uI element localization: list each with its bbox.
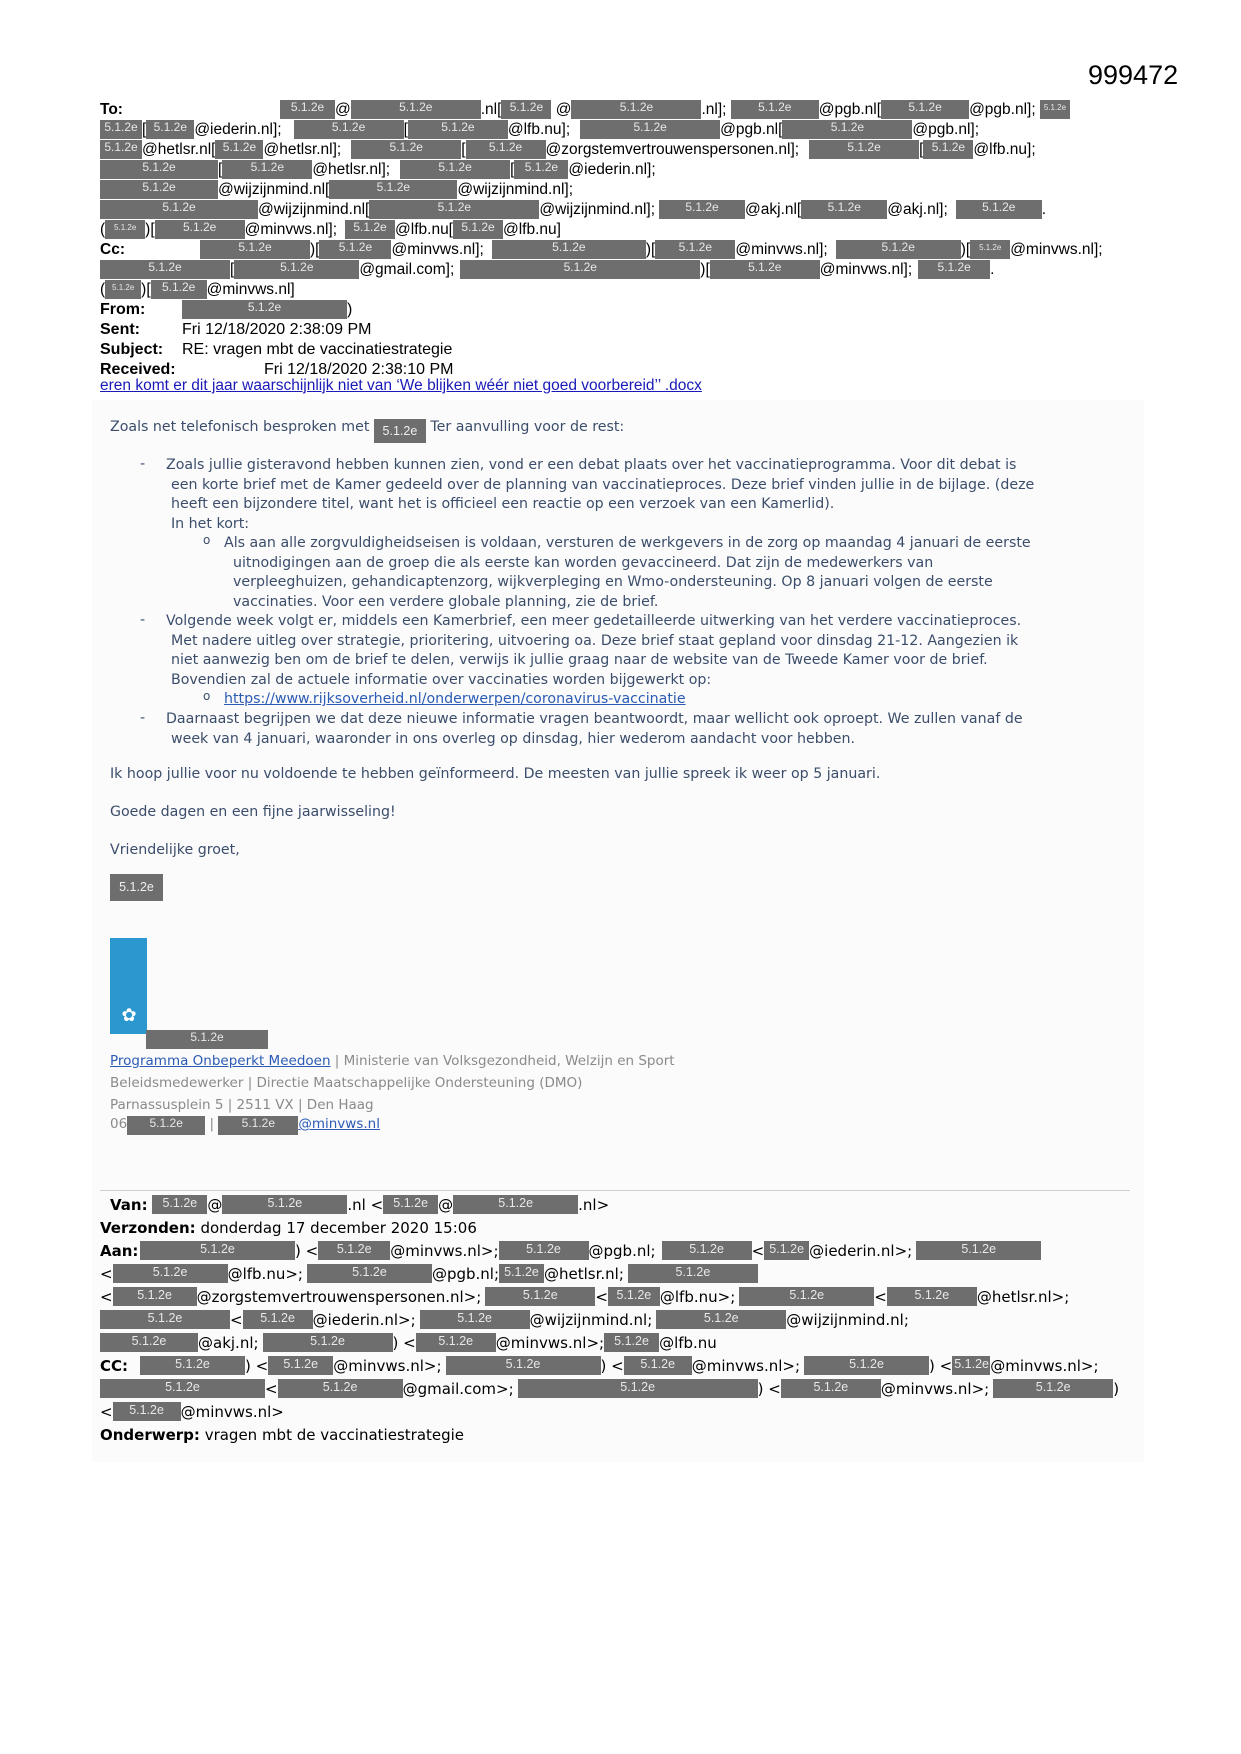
redaction: 5.1.2e — [218, 1116, 298, 1135]
attachment-link[interactable]: eren komt er dit jaar waarschijnlijk niet van ‘We blijken wéér niet goed voorbereid’’ .docx — [100, 377, 702, 394]
redaction: 5.1.2e — [182, 300, 347, 319]
item-2-line: Volgende week volgt er, middels een Kamerbrief, een meer gedetailleerde uitwerking van het verdere vaccinatieproces. — [166, 613, 1022, 629]
bullet-dash: - — [140, 456, 146, 472]
from-row: From: 5.1.2e ) — [100, 300, 353, 318]
redaction: 5.1.2e — [222, 160, 312, 179]
redaction: 5.1.2e — [152, 1195, 207, 1214]
item-2-line: Bovendien zal de actuele informatie over vaccinaties worden bijgewerkt op: — [171, 671, 712, 688]
redaction: 5.1.2e — [881, 100, 969, 119]
document-number: 999472 — [1088, 60, 1179, 90]
item-3-line: Daarnaast begrijpen we dat deze nieuwe informatie vragen beantwoordt, maar wellicht ook oproept. We zullen vanaf de — [166, 711, 1023, 727]
redaction: 5.1.2e — [222, 1195, 347, 1214]
greeting: Vriendelijke groet, — [110, 842, 240, 858]
signature-contact: 06 5.1.2e | 5.1.2e @minvws.nl — [110, 1116, 380, 1135]
redaction: 5.1.2e — [351, 140, 461, 159]
redaction: 5.1.2e — [801, 200, 887, 219]
redaction: 5.1.2e — [460, 260, 700, 279]
redaction: 5.1.2e — [453, 220, 503, 239]
redaction: 5.1.2e — [956, 200, 1042, 219]
redaction: 5.1.2e — [100, 200, 258, 219]
redaction: 5.1.2e — [659, 200, 745, 219]
subject-label: Subject: — [100, 341, 164, 358]
redaction: 5.1.2e — [466, 140, 546, 159]
item-2-line: Met nadere uitleg over strategie, prioritering, uitvoering oa. Deze brief staat gepland voor dinsdag 21-12. Aangezien ik — [171, 632, 1019, 649]
redaction: 5.1.2e — [499, 1264, 544, 1283]
bullet-circle: o — [203, 689, 211, 703]
item-2-link-row — [224, 690, 686, 710]
redaction: 5.1.2e — [369, 200, 539, 219]
received-label: Received: — [100, 361, 176, 378]
verzonden-label: Verzonden: — [100, 1219, 196, 1237]
redaction: 5.1.2e — [656, 1310, 786, 1329]
redaction: 5.1.2e — [400, 160, 510, 179]
redaction: 5.1.2e — [453, 1195, 578, 1214]
redaction: 5.1.2e — [804, 1356, 929, 1375]
ministry-text: | Ministerie van Volksgezondheid, Welzijn en Sport — [330, 1053, 675, 1069]
redaction: 5.1.2e — [243, 1310, 313, 1329]
redaction: 5.1.2e — [993, 1379, 1113, 1398]
redaction: 5.1.2e — [155, 220, 245, 239]
intro-text: Zoals net telefonisch besproken met — [110, 419, 370, 435]
aan-label: Aan: — [100, 1242, 139, 1260]
redaction: 5.1.2e — [501, 100, 551, 119]
closing-line-2: Goede dagen en een fijne jaarwisseling! — [110, 804, 396, 820]
closing-line-1: Ik hoop jullie voor nu voldoende te hebben geïnformeerd. De meesten van jullie spreek ik weer op 5 januari. — [110, 766, 881, 782]
sent-row — [100, 320, 371, 340]
redaction: 5.1.2e — [307, 1264, 432, 1283]
rijksoverheid-link[interactable]: https://www.rijksoverheid.nl/onderwerpen/coronavirus-vaccinatie — [224, 691, 686, 707]
redaction: 5.1.2e — [408, 120, 508, 139]
redaction: 5.1.2e — [764, 1241, 809, 1260]
redaction: 5.1.2e — [113, 1287, 197, 1306]
cc-label: CC: — [100, 1357, 129, 1375]
received-value: Fri 12/18/2020 2:38:10 PM — [264, 361, 454, 378]
bullet-dash: - — [140, 710, 146, 726]
redaction: 5.1.2e — [782, 120, 912, 139]
from-label: From: — [100, 301, 146, 318]
redaction: 5.1.2e — [100, 160, 218, 179]
redaction: 5.1.2e — [916, 1241, 1041, 1260]
redaction: 5.1.2e — [146, 1030, 268, 1049]
redaction: 5.1.2e — [604, 1333, 659, 1352]
redaction: 5.1.2e — [809, 140, 919, 159]
redaction: 5.1.2e — [100, 1333, 198, 1352]
redaction: 5.1.2e — [446, 1356, 601, 1375]
sent-value: Fri 12/18/2020 2:38:09 PM — [182, 321, 372, 338]
redaction: 5.1.2e — [383, 1195, 438, 1214]
redaction: 5.1.2e — [113, 1264, 228, 1283]
item-1-sub-line: Als aan alle zorgvuldigheidseisen is voldaan, versturen de werkgevers in de zorg op maandag 4 januari de eerste — [224, 535, 1031, 551]
sent-label: Sent: — [100, 321, 140, 338]
item-3-line: week van 4 januari, waaronder in ons overleg op dinsdag, hier wederom aandacht voor hebben. — [171, 730, 855, 747]
redaction: 5.1.2e — [739, 1287, 874, 1306]
redaction: 5.1.2e — [113, 1402, 181, 1421]
redaction: 5.1.2e — [952, 1356, 990, 1375]
redaction: 5.1.2e — [140, 1356, 245, 1375]
redaction: 5.1.2e — [100, 180, 218, 199]
redaction: 5.1.2e — [146, 120, 194, 139]
redaction: 5.1.2e — [580, 120, 720, 139]
redaction: 5.1.2e — [105, 220, 145, 239]
redaction: 5.1.2e — [268, 1356, 333, 1375]
onderwerp-value: vragen mbt de vaccinatiestrategie — [204, 1426, 465, 1444]
signature-role: Beleidsmedewerker | Directie Maatschappelijke Ondersteuning (DMO) — [110, 1075, 583, 1091]
redaction: 5.1.2e — [100, 1379, 265, 1398]
redaction: 5.1.2e — [294, 120, 404, 139]
redaction: 5.1.2e — [492, 240, 646, 259]
redaction: 5.1.2e — [100, 120, 142, 139]
redaction: 5.1.2e — [514, 160, 568, 179]
signature-address: Parnassusplein 5 | 2511 VX | Den Haag — [110, 1097, 374, 1113]
redaction: 5.1.2e — [234, 260, 359, 279]
item-1-line: heeft een bijzondere titel, want het is officieel een reactie op een verzoek van een Kamerlid). — [171, 496, 835, 513]
redaction: 5.1.2e — [571, 100, 701, 119]
redaction: 5.1.2e — [319, 240, 391, 259]
redaction: 5.1.2e — [105, 280, 141, 299]
program-link[interactable]: Programma Onbeperkt Meedoen — [110, 1053, 331, 1069]
redaction: 5.1.2e — [608, 1287, 660, 1306]
bullet-dash: - — [140, 612, 146, 628]
item-1-line: In het kort: — [171, 515, 250, 532]
van-label: Van: — [110, 1196, 148, 1214]
redaction: 5.1.2e — [100, 140, 142, 159]
redaction: 5.1.2e — [710, 260, 820, 279]
rijksoverheid-logo — [110, 938, 147, 1034]
redaction: 5.1.2e — [110, 874, 163, 901]
onderwerp-label: Onderwerp: — [100, 1426, 200, 1444]
intro-text-after: Ter aanvulling voor de rest: — [430, 419, 625, 435]
redaction: 5.1.2e — [628, 1264, 758, 1283]
redaction: 5.1.2e — [655, 240, 735, 259]
redaction: 5.1.2e — [887, 1287, 977, 1306]
separator-line — [100, 1190, 1130, 1191]
sender-name-row — [110, 874, 163, 901]
redaction: 5.1.2e — [127, 1116, 205, 1135]
redaction: 5.1.2e — [329, 180, 457, 199]
item-1-line: Zoals jullie gisteravond hebben kunnen zien, vond er een debat plaats over het vaccinatieprogramma. Voor dit debat is — [166, 457, 1017, 473]
redaction: 5.1.2e — [140, 1241, 295, 1260]
verzonden-value: donderdag 17 december 2020 15:06 — [200, 1219, 477, 1237]
redaction: 5.1.2e — [100, 260, 230, 279]
to-label: To: — [100, 101, 123, 118]
redaction: 5.1.2e — [278, 1379, 403, 1398]
redaction: 5.1.2e — [518, 1379, 758, 1398]
redaction: 5.1.2e — [731, 100, 819, 119]
redaction: 5.1.2e — [263, 1333, 393, 1352]
redaction: 5.1.2e — [662, 1241, 752, 1260]
redaction: 5.1.2e — [345, 220, 395, 239]
redaction: 5.1.2e — [200, 240, 310, 259]
redaction: 5.1.2e — [970, 240, 1010, 259]
subject-value: RE: vragen mbt de vaccinatiestrategie — [182, 341, 453, 358]
redaction: 5.1.2e — [781, 1379, 881, 1398]
redaction: 5.1.2e — [624, 1356, 692, 1375]
cc-label: Cc: — [100, 241, 125, 258]
redaction: 5.1.2e — [499, 1241, 589, 1260]
item-1-sub-line: vaccinaties. Voor een verdere globale planning, zie de brief. — [233, 593, 659, 610]
signature-name-row — [146, 1030, 268, 1049]
subject-row — [100, 340, 452, 360]
intro-line — [110, 419, 624, 443]
redaction: 5.1.2e — [836, 240, 961, 259]
item-1-sub-line: uitnodigingen aan de groep die als eerste kan worden gevaccineerd. Dat zijn de medewerkers van — [233, 554, 934, 571]
redaction: 5.1.2e — [923, 140, 973, 159]
item-2-line: niet aanwezig ben om de brief te delen, verwijs ik jullie graag naar de website van de Tweede Kamer voor de brief. — [171, 652, 988, 669]
item-1-sub-line: verpleeghuizen, gehandicaptenzorg, wijkverpleging en Wmo-ondersteuning. Op 8 januari volgen de eerste — [233, 574, 993, 591]
crest-icon: ✿ — [121, 1005, 137, 1025]
redaction: 5.1.2e — [374, 419, 426, 443]
bullet-circle: o — [203, 533, 211, 547]
redaction: 5.1.2e — [420, 1310, 530, 1329]
signature-program — [110, 1053, 675, 1069]
redaction: 5.1.2e — [280, 100, 335, 119]
redaction: 5.1.2e — [1040, 100, 1070, 119]
redaction: 5.1.2e — [318, 1241, 390, 1260]
redaction: 5.1.2e — [100, 1310, 230, 1329]
redaction: 5.1.2e — [918, 260, 990, 279]
phone-prefix: 06 — [110, 1116, 128, 1132]
email-link[interactable]: @minvws.nl — [298, 1116, 380, 1132]
redaction: 5.1.2e — [351, 100, 481, 119]
redaction: 5.1.2e — [485, 1287, 595, 1306]
redaction: 5.1.2e — [151, 280, 207, 299]
redaction: 5.1.2e — [416, 1333, 496, 1352]
redaction: 5.1.2e — [215, 140, 263, 159]
item-1-line: een korte brief met de Kamer gedeeld over de planning van vaccinatieproces. Deze brief vinden jullie in de bijlage. (deze — [171, 476, 1035, 493]
